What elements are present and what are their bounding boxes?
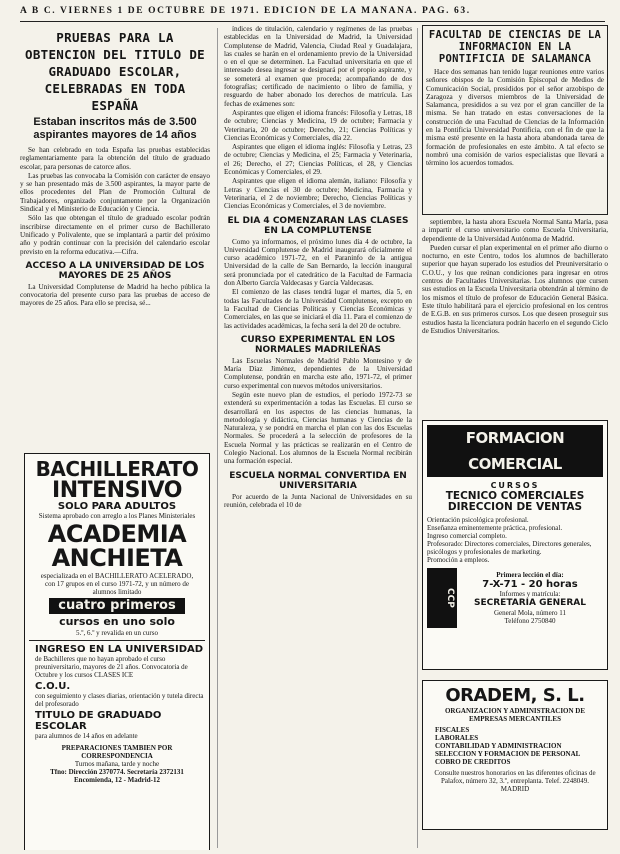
article-paragraph: Pueden cursar el plan experimental en el primer año diurno o nocturno, en este Centro, todos los alumnos de bachillerato superior que hayan superado los estudios del Preuniversitario o C.O.U., y los que reúnan condiciones para ingresar en otros centros de Facultades Universitarias. Los alumnos que cursen sus estudios en la Escuela Universitaria obtendrán al término de los mismos el título de profesor de Educación General Básica. Este título habilitará para el ejercicio profesional en los centros de E.G.B. en sus primeros cursos. Los que deseen proseguir sus estudios hasta la licenciatura podrán hacerlo en el segundo Ciclo de Estudios Universitarios. [422,243,608,335]
article-paragraph: Sólo las que obtengan el título de graduado escolar podrán inscribirse directamente en el primer curso de Bachillerato Unificado y Polivalente, que se implantará a partir del próximo año y podrán continuar con la precisión del calendario escolar previsto en la reforma educativa.—Cifra. [20,214,210,256]
section-title: CURSO EXPERIMENTAL EN LOS NORMALES MADRILEÑAS [240,334,396,355]
section-text: Como ya informamos, el próximo lunes día 4 de octubre, la Universidad Complutense de Madrid inaugurará oficialmente el curso académico 1971-72, en el Paraninfo de la antigua Universidad de la calle de San Bernardo, la lección inaugural será pronunciada por el catedrático de la Facultad de Farmacia don Alberto García Valdecasas y García Valdecasas. [224,237,412,288]
ad-item: CONTABILIDAD Y ADMINISTRACION [435,742,562,750]
article-paragraph: septiembre, la hasta ahora Escuela Normal Santa María, pasa a impartir el curso universitario como Escuela Universitaria, dependiente de la Universidad Autónoma de Madrid. [422,218,608,243]
ad-date: 7-X-71 - 20 horas [482,579,578,590]
ad-items [435,726,603,766]
boxed-article [422,25,608,215]
column-divider [417,28,418,848]
section-title: ESCUELA NORMAL CONVERTIDA EN UNIVERSITARIA [229,470,407,491]
ad-address: General Mola, número 11 [493,609,567,617]
section-title: EL DIA 4 COMENZARAN LAS CLASES EN LA COMPLUTENSE [227,215,409,236]
courses-note: 5.º, 6.º y revalida en un curso [76,629,158,637]
ad-date-label: Primera lección el día: [496,571,564,579]
ad-item: FISCALES [435,726,470,734]
ad-footer-text: Consulte nuestros honorarios en las diferentes oficinas de Palafox, número 32, 3.º, entreplanta. Telef. 2248049. MADRID [434,769,596,793]
ad-bullet: Orientación psicológica profesional. [427,516,529,524]
ad-headline: BACHILLERATO [35,457,199,481]
ad-bullet: Promoción a empleos. [427,556,490,564]
article-paragraph: Se han celebrado en toda España las pruebas establecidas reglamentariamente para la obtención del título de graduado escolar, para personas de catorce años. [20,146,210,171]
ad-footer-text [457,571,603,625]
academy-name: ANCHIETA [51,544,183,572]
ad-cursos: CURSOS [490,481,540,490]
ad-address: Encomienda, 12 - Madrid-12 [74,776,160,784]
ad-item-title: C.O.U. [35,681,71,692]
article-title: PRUEBAS PARA LA OBTENCION DEL TITULO DE GRADUADO ESCOLAR, CELEBRADAS EN TODA ESPAÑA [25,30,205,113]
ad-bullet: Enseñanza eminentemente práctica, profesional. [427,524,563,532]
ad-info: Informes y matrícula: [499,590,561,598]
ad-item-title: INGRESO EN LA UNIVERSIDAD [35,644,204,655]
running-head: A B C. VIERNES 1 DE OCTUBRE DE 1971. EDICION DE LA MAÑANA. PAG. 63. [20,6,471,16]
ccp-logo: CCP [427,568,457,628]
ad-note: Sistema aprobado con arreglo a los Planes Ministeriales [38,512,196,520]
ad-footer [427,568,603,628]
ad-subtitle: ORGANIZACION Y ADMINISTRACION DE EMPRESAS MERCANTILES [444,707,586,723]
ad-prep: PREPARACIONES TAMBIEN POR CORRESPONDENCIA [61,744,173,760]
column-2 [224,25,412,850]
ad-formacion-comercial [422,420,608,670]
section-text: Por acuerdo de la Junta Nacional de Universidades en su reunión, celebrada el 10 de [224,492,412,509]
ad-oradem [422,680,608,830]
ad-bullet: Profesorado: Directores comerciales, Directores generales, psicólogos y profesionales de marketing. [427,540,592,556]
ad-title: ORADEM, S. L. [445,685,585,706]
ad-item-text: de Bachilleres que no hayan aprobado el curso preuniversitario, mayores de 21 años. Convocatoria de Octubre y los cursos CLASES ICE [35,655,188,679]
article-paragraph: Aspirantes que eligen el idioma francés: Filosofía y Letras, 18 de octubre; Ciencias y Medicina, 19 de octubre; Farmacia y Veterinaria, 20 de octubre; Derecho, 21; Ciencias Políticas y Ciencias Económicas y Comerciales, día 22. [224,108,412,142]
section-title: ACCESO A LA UNIVERSIDAD DE LOS MAYORES DE 25 AÑOS [25,260,205,281]
academy-name: ACADEMIA [47,520,187,548]
ad-secretaria: SECRETARIA GENERAL [474,598,586,608]
ad-desc: especializada en el BACHILLERATO ACELERADO, con 17 grupos en el curso 1971-72, y un número de alumnos limitado [40,572,194,596]
header-rule [20,21,605,22]
ad-phone: Teléfono 2750840 [504,617,556,625]
section-text: La Universidad Complutense de Madrid ha hecho pública la convocatoria del presente curso para las pruebas de acceso de mayores de 25 años. Para ello se precisa, sé... [20,282,210,308]
article-paragraph: Aspirantes que eligen el idioma inglés: Filosofía y Letras, 23 de octubre; Ciencias y Medicina, el 25; Farmacia y Veterinaria, el 26; Derecho, el 27; Ciencias Políticas, el 28, y Ciencias Económicas y Comerciales, el 29. [224,143,412,177]
ad-headline: INTENSIVO [52,478,182,503]
ad-item-title: TITULO DE GRADUADO ESCOLAR [35,710,162,732]
article-paragraph: Las pruebas las convocaba la Comisión con carácter de ensayo y se han presentado más de 3.500 aspirantes, la mayor parte de ellos procedentes del Plan de Promoción Cultural de Trabajadores, organizado conjuntamente por la Organización Sindical y el Ministerio de Educación y Ciencia. [20,171,210,214]
column-1 [20,25,210,850]
courses-sub: cursos en uno solo [59,615,175,628]
column-divider [217,28,218,848]
ad-phones: Tfno: Dirección 2370774. Secretaría 2372131 [50,768,184,776]
article-paragraph: Aspirantes que eligen el idioma alemán, italiano: Filosofía y Letras y Ciencias el 30 de octubre; Medicina, Farmacia y Veterinaria, el 2 de noviembre; Derecho, Ciencias Políticas y Ciencias Económicas y Comerciales, el 3 de noviembre. [224,177,412,211]
ad-bullet: Ingreso comercial completo. [427,532,507,540]
ad-bullets [427,516,603,564]
section-text: El comienzo de las clases tendrá lugar el martes, día 5, en todas las Facultades de la Universidad Complutense, excepto en la Facultad de Ciencias Políticas y Ciencias Económicas y Comerciales, en las que se iniciará el día 11. Para el comienzo de las actividades académicas, la fecha será la del 20 de octubre. [224,288,412,330]
ad-bachillerato [24,453,210,850]
article-paragraph: Hace dos semanas han tenido lugar reuniones entre varios señores obispos de la Comisión Episcopal de Medios de Comunicación Social, presididos por el señor arzobispo de Zaragoza y diversos miembros de la Universidad de Salamanca, presididos a su vez por el gran canciller de la misma. Se han tratado en estas conversaciones de la construcción de una Facultad de Ciencias de la Información en la Pontificia Universidad Pontificia, con el fin de que la misma esté presente en la hasta ahora abandonada tarea de formación de profesionales en este ámbito. A tal efecto se nombró una comisión de varios especialistas que llevará a término los acuerdos tomados. [426,68,604,168]
ad-item: LABORALES [435,734,479,742]
ad-divider [29,640,205,641]
section-text: Las Escuelas Normales de Madrid Pablo Montesino y de María Díaz Jiménez, dependientes de la Universidad Complutense, pondrán en marcha este año, 1971-72, el primer curso experimental con nuevos métodos universitarios. [224,356,412,390]
column-3 [422,25,608,850]
ad-item-text: con seguimiento y clases diarias, orientación y tutela directa del profesorado [35,692,204,708]
article-title: FACULTAD DE CIENCIAS DE LA INFORMACION EN LA PONTIFICIA DE SALAMANCA [428,29,602,65]
ad-item: COBRO DE CREDITOS [435,758,511,766]
article-paragraph: índices de titulación, calendario y regímenes de las pruebas establecidas en la Universidad de Madrid, la Universidad Complutense de Madrid, Valencia, Ciudad Real y Guadalajara, las cuales se harán en el ordenamiento previo de la Universidad o en el que se determinen. La Facultad universitaria en que el interesado desea ingresar se designará por el propio aspirante, y se someterá al examen que proceda; acompañando de dos fotografías; certificado de nacimiento o libro de familia, y resguardo de haber abonado los derechos de matrícula. Las fechas de exámenes son: [224,25,412,108]
courses-banner: cuatro primeros [49,598,185,614]
ad-tagline: SOLO PARA ADULTOS [57,501,177,512]
section-text: Según este nuevo plan de estudios, el período 1972-73 se extenderá su experimentación a todas las Escuelas. El curso se desarrollará en los aspectos de las ciencias humanas, la metodología y didáctica, Ciencias humanas y Ciencias de la Naturaleza, y se pondrá en marcha el plan con las dos Escuelas Normales. Se procederá a la selección de profesores de la Escuela Normal y las prácticas se realizarán en el Centro de Colegio Nacional. Los alumnos de la Escuela Normal recibirán una formación especial. [224,390,412,466]
ad-title: FORMACION COMERCIAL [427,425,603,477]
ad-course: DIRECCION DE VENTAS [447,501,583,513]
ad-item-text: para alumnos de 14 años en adelante [35,732,138,740]
ad-item: SELECCION Y FORMACION DE PERSONAL [435,750,581,758]
ad-turnos: Turnos mañana, tarde y noche [74,760,160,768]
article-subtitle: Estaban inscritos más de 3.500 aspirantes mayores de 14 años [33,116,197,141]
ad-course: TECNICO COMERCIALES [445,490,585,502]
